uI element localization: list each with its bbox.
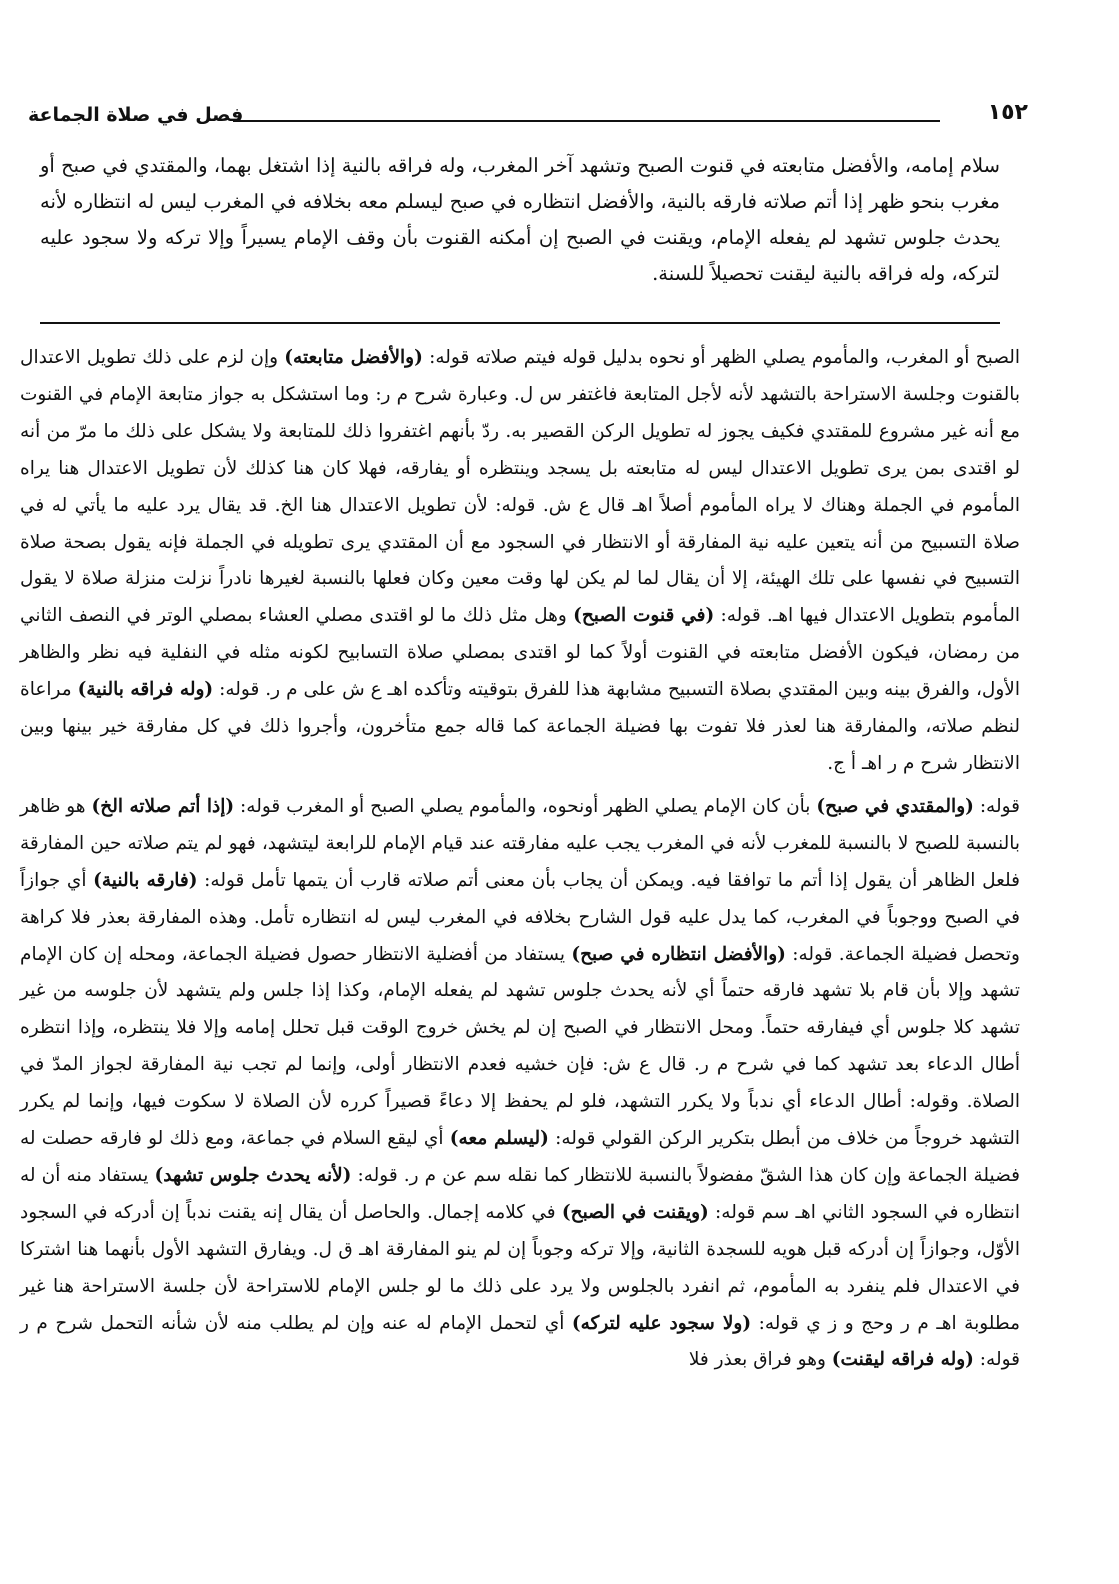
- text-run: وإن لزم على ذلك تطويل الاعتدال بالقنوت وجلسة الاستراحة بالتشهد لأنه لأجل المتابعة فاغتفر س ل. وعبارة شرح م ر: وما استشكل به جواز متابعة الإمام في القنوت مع أنه غير مشروع للمقتدي فكيف يجوز له تطويل الركن القصير به. ردّ بأنهم اغتفروا ذلك للمتابعة ولا يشكل على ذلك ما مرّ من أنه لو اقتدى بمن يرى تطويل الاعتدال ليس له متابعته بل يسجد وينتظره أو يفارقه، فهلا كان هنا كذلك لأن تطويل الاعتدال هنا يراه المأموم في الجملة وهناك لا يراه المأموم أصلاً اهـ قال ع ش. قوله: لأن تطويل الاعتدال هنا الخ. قد يقال يرد عليه ما يأتي له في صلاة التسبيح من أنه يتعين عليه نية المفارقة أو الانتظار في السجود مع أن المقتدي يرى تطويله في الجملة فإنه يقول بصحة صلاة التسبيح في نفسها على تلك الهيئة، إلا أن يقال لما لم يكن لها وقت معين وكان فعلها بالنسبة لغيرها نادراً نزلت منزلة صلاة لا يقول المأموم بتطويل الاعتدال فيها اهـ. قوله:: [20, 347, 1020, 627]
- text-run: يستفاد من أفضلية الانتظار حصول فضيلة الجماعة، ومحله إن كان الإمام تشهد وإلا بأن قام بلا تشهد فارقه حتماً أي لأنه يحدث جلوس تشهد لم يفعله الإمام، وكذا إذا جلس ولم يتشهد لأن جلوسه من غير تشهد كلا جلوس أي فيفارقه حتماً. ومحل الانتظار في الصبح إن لم يخش خروج الوقت قبل تحلل إمامه وإلا فلا ينتظره، وإذا انتظره أطال الدعاء بعد تشهد كما في شرح م ر. قال ع ش: فإن خشيه فعدم الانتظار أولى، وإنما لم تجب نية المفارقة لجواز المدّ في الصلاة. وقوله: أطال الدعاء أي ندباً ولا يكرر التشهد، فلو لم يحفظ إلا دعاءً قصيراً كرره لأن الصلاة لا سكوت فيها، وإنما لم يكرر التشهد خروجاً من خلاف من أبطل بتكرير الركن القولي قوله:: [20, 943, 1020, 1150]
- footnote-divider: [40, 322, 1000, 324]
- running-title: فصل في صلاة الجماعة: [28, 104, 244, 126]
- text-run: وهل مثل ذلك ما لو اقتدى مصلي العشاء بمصلي الوتر في النصف الثاني من رمضان، فيكون الأفضل متابعته في القنوت أولاً كما لو اقتدى بمصلي صلاة التسابيح لكونه مثله في النفلية فيه نظر والظاهر الأول، والفرق بينه وبين المقتدي بصلاة التسبيح مشابهة هذا للفرق بتوقيته وتأكده اهـ ع ش على م ر. قوله:: [20, 605, 1020, 701]
- commentary-paragraph-2: [20, 789, 1020, 1380]
- quoted-term: (والأفضل متابعته): [284, 347, 423, 368]
- text-run: في كلامه إجمال. والحاصل أن يقال إنه يقنت ندباً إن أدركه في السجود الأوّل، وجوازاً إن أدركه قبل هويه للسجدة الثانية، وإلا تركه وجوباً إن لم ينو المفارقة اهـ ق ل. ويفارق التشهد الأول بأنهما هنا اشتركا في الاعتدال فلم ينفرد به المأموم، ثم انفرد بالجلوس ولا يرد على ذلك ما لو جلس الإمام للاستراحة لأن جلسة الاستراحة هنا غير مطلوبة اهـ م ر وحج و ز ي قوله:: [20, 1201, 1020, 1334]
- quoted-term: (ولا سجود عليه لتركه): [571, 1312, 752, 1334]
- header-rule: [233, 120, 940, 122]
- quoted-term: (وله فراقه بالنية): [77, 679, 214, 701]
- text-run: وهو فراق بعذر فلا: [688, 1349, 832, 1371]
- quoted-term: (والأفضل انتظاره في صبح): [571, 943, 786, 965]
- quoted-term: (ويقنت في الصبح): [561, 1201, 709, 1223]
- text-run: قوله:: [973, 795, 1021, 817]
- page-number: ١٥٢: [987, 100, 1028, 125]
- text-run: أي جوازاً في الصبح ووجوباً في المغرب، كما يدل عليه قول الشارح بخلافه في المغرب ليس له انتظاره تأمل. وهذه المفارقة بعذر فلا كراهة وتحصل فضيلة الجماعة. قوله:: [20, 869, 1020, 965]
- text-run: أي لتحمل الإمام له عنه وإن لم يطلب منه لأن شأنه التحمل شرح م ر قوله:: [20, 1312, 1020, 1371]
- text-run: هو ظاهر بالنسبة للصبح لا بالنسبة للمغرب لأنه في المغرب يجب عليه مفارقته عند قيام الإمام للرابعة ليتشهد، فهو لم يتم صلاته حين المفارقة فلعل الظاهر أن يقول إذا أتم ما توافقا فيه. ويمكن أن يجاب بأن معنى أتم صلاته قارب أن يتمها تأمل قوله:: [20, 795, 1020, 891]
- quoted-term: (وله فراقه ليقنت): [831, 1349, 974, 1371]
- text-run: يستفاد منه أن له انتظاره في السجود الثاني اهـ سم قوله:: [20, 1164, 1021, 1223]
- commentary: [20, 340, 1020, 1379]
- text-run: بأن كان الإمام يصلي الظهر أونحوه، والمأموم يصلي الصبح أو المغرب قوله:: [234, 795, 817, 817]
- text-run: الصبح أو المغرب، والمأموم يصلي الظهر أو نحوه بدليل قوله فيتم صلاته قوله:: [422, 347, 1021, 368]
- text-run: أي ليقع السلام في جماعة، ومع ذلك لو فارقه حصلت له فضيلة الجماعة وإن كان هذا الشقّ مفضولاً بالنسبة للانتظار كما نقله سم عن م ر. قوله:: [20, 1128, 1020, 1186]
- quoted-term: (إذا أتم صلاته الخ): [91, 795, 235, 817]
- page-header: [28, 98, 1028, 138]
- main-text: سلام إمامه، والأفضل متابعته في قنوت الصبح وتشهد آخر المغرب، وله فراقه بالنية إذا اشتغل بهما، والمقتدي في صبح أو مغرب بنحو ظهر إذا أتم صلاته فارقه بالنية، والأفضل انتظاره في صبح ليسلم معه بخلافه في المغرب ليس له انتظاره لأنه يحدث جلوس تشهد لم يفعله الإمام، ويقنت في الصبح إن أمكنه القنوت بأن وقف الإمام يسيراً وإلا تركه ولا سجود عليه لتركه، وله فراقه بالنية ليقنت تحصيلاً للسنة.: [40, 154, 1000, 285]
- text-run: مراعاة لنظم صلاته، والمفارقة هنا لعذر فلا تفوت بها فضيلة الجماعة كما قاله جمع متأخرون، وأجروا ذلك في كل مفارقة خير بينها وبين الانتظار شرح م ر اهـ أ ج.: [20, 679, 1020, 774]
- quoted-term: (فارقه بالنية): [93, 869, 198, 891]
- quoted-term: (في قنوت الصبح): [573, 605, 715, 627]
- quoted-term: (لأنه يحدث جلوس تشهد): [154, 1164, 352, 1186]
- quoted-term: (والمقتدي في صبح): [816, 795, 974, 817]
- quoted-term: (ليسلم معه): [449, 1128, 549, 1150]
- commentary-paragraph-1: [20, 340, 1020, 783]
